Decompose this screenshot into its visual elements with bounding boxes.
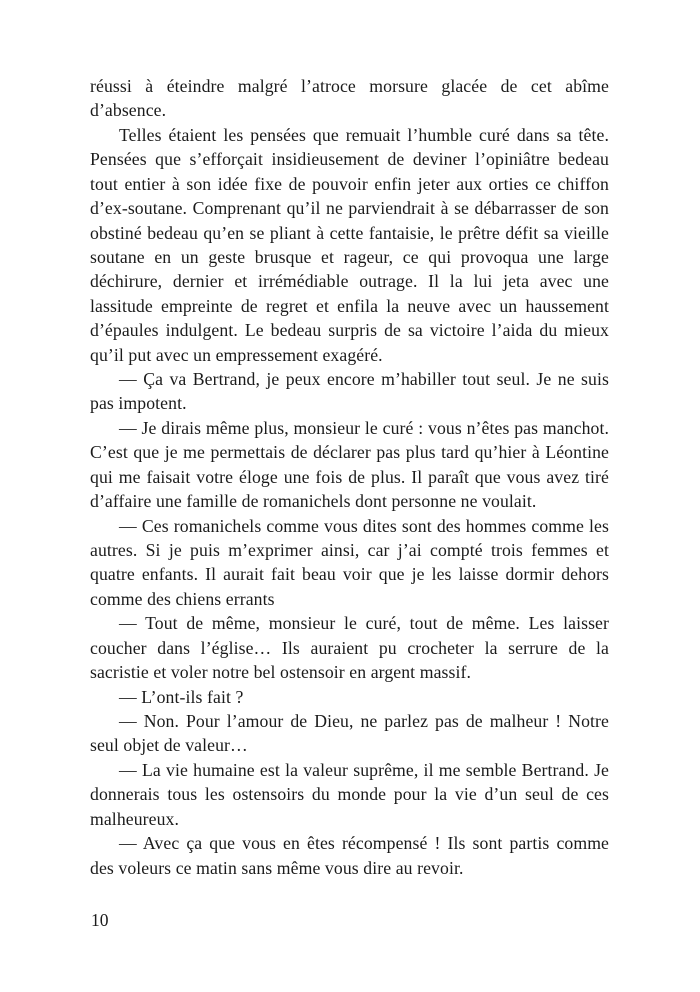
text-line: obstiné bedeau qu’en se pliant à cette fantaisie, le prêtre défit sa vieille <box>90 222 609 243</box>
paragraph <box>90 685 609 709</box>
text-line: — La vie humaine est la valeur suprême, il me semble Bertrand. Je <box>119 759 609 780</box>
text-line: déchirure, dernier et irrémédiable outrage. Il la lui jeta avec une <box>90 271 609 292</box>
text-line: malheureux. <box>90 808 180 829</box>
text-line: — Ces romanichels comme vous dites sont des hommes comme les <box>119 515 609 536</box>
paragraph <box>90 367 609 416</box>
text-line: coucher dans l’église… Ils auraient pu crocheter la serrure de la <box>90 637 609 658</box>
text-line: — Avec ça que vous en êtes récompensé ! Ils sont partis comme <box>119 833 609 854</box>
paragraph <box>90 758 609 831</box>
text-line: tout entier à son idée fixe de pouvoir enfin jeter aux orties ce chiffon <box>90 173 609 194</box>
text-line: Telles étaient les pensées que remuait l’humble curé dans sa tête. <box>119 124 609 145</box>
paragraph <box>90 514 609 612</box>
text-line: — Non. Pour l’amour de Dieu, ne parlez pas de malheur ! Notre <box>119 710 609 731</box>
text-line: lassitude empreinte de regret et enfila la neuve avec un haussement <box>90 295 609 316</box>
text-line: — L’ont-ils fait ? <box>119 686 244 707</box>
page-number: 10 <box>91 910 109 930</box>
page-text <box>90 74 609 880</box>
paragraph <box>90 831 609 880</box>
text-line: Pensées que s’efforçait insidieusement de deviner l’opiniâtre bedeau <box>90 149 609 170</box>
text-line: donnerais tous les ostensoirs du monde pour la vie d’un seul de ces <box>90 784 609 805</box>
text-line: C’est que je me permettais de déclarer pas plus tard qu’hier à Léontine <box>90 442 609 463</box>
paragraph <box>90 709 609 758</box>
text-line: d’épaules indulgent. Le bedeau surpris de sa victoire l’aida du mieux <box>90 320 609 341</box>
paragraph <box>90 123 609 367</box>
text-line: comme des chiens errants <box>90 588 275 609</box>
text-line: d’absence. <box>90 100 167 121</box>
paragraph <box>90 74 609 123</box>
text-line: seul objet de valeur… <box>90 735 248 756</box>
text-line: réussi à éteindre malgré l’atroce morsure glacée de cet abîme <box>90 76 609 96</box>
text-line: — Ça va Bertrand, je peux encore m’habiller tout seul. Je ne suis <box>119 369 609 390</box>
text-line: quatre enfants. Il aurait fait beau voir que je les laisse dormir dehors <box>90 564 609 585</box>
text-line: soutane en un geste brusque et rageur, ce qui provoqua une large <box>90 246 609 267</box>
text-line: qu’il put avec un empressement exagéré. <box>90 344 383 365</box>
text-line: pas impotent. <box>90 393 187 414</box>
text-line: — Tout de même, monsieur le curé, tout de même. Les laisser <box>119 613 609 634</box>
text-line: — Je dirais même plus, monsieur le curé : vous n’êtes pas manchot. <box>119 417 609 438</box>
paragraph <box>90 416 609 514</box>
text-line: qui me faisait votre éloge une fois de plus. Il paraît que vous avez tiré <box>90 466 609 487</box>
text-line: des voleurs ce matin sans même vous dire au revoir. <box>90 857 464 878</box>
text-line: d’ex-soutane. Comprenant qu’il ne parviendrait à se débarrasser de son <box>90 198 609 219</box>
text-line: d’affaire une famille de romanichels dont personne ne voulait. <box>90 491 537 512</box>
text-line: autres. Si je puis m’exprimer ainsi, car j’ai compté trois femmes et <box>90 540 609 561</box>
paragraph <box>90 611 609 684</box>
text-line: sacristie et voler notre bel ostensoir en argent massif. <box>90 662 472 683</box>
